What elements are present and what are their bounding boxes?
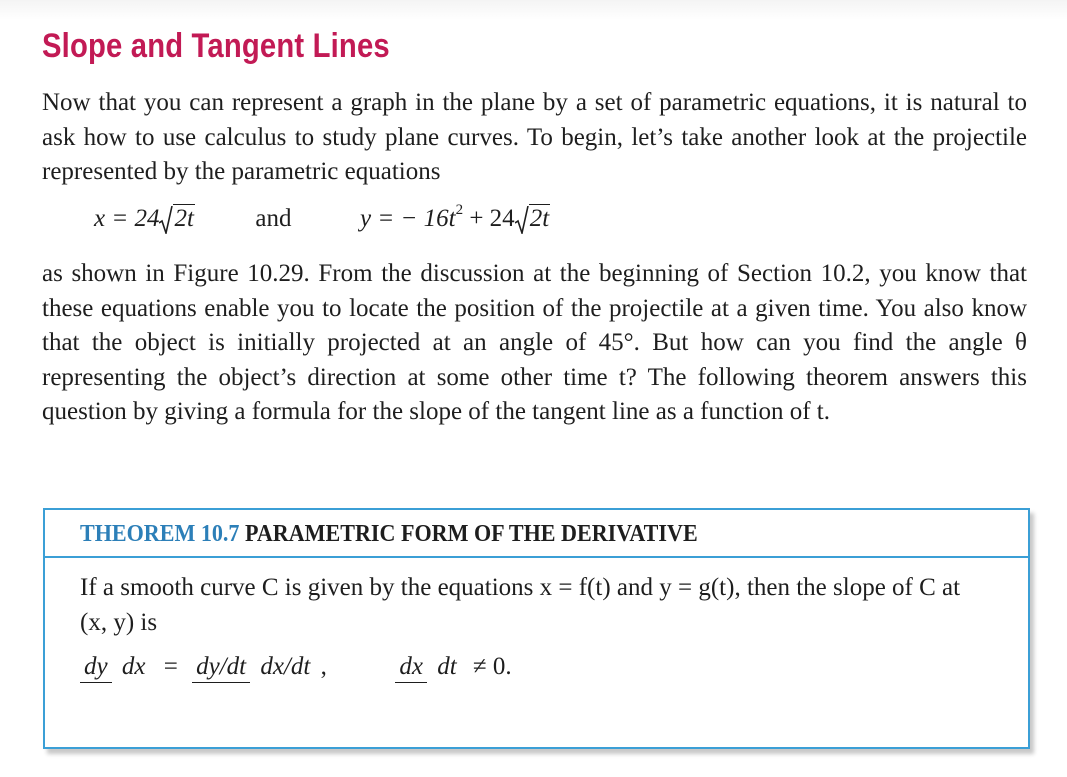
frac1-denominator: dx: [121, 653, 146, 681]
parametric-equations: [94, 202, 550, 242]
formula-equals: =: [163, 653, 178, 681]
eq-y-exponent: 2: [455, 202, 464, 218]
eq-x-sqrt: [159, 204, 194, 233]
eq-y-radicand: 2t: [529, 205, 550, 232]
frac3-numerator: dx: [395, 653, 427, 683]
eq-x-lhs: x = 24: [94, 205, 160, 232]
eq-and: and: [255, 205, 292, 232]
radical-sign-icon: [515, 206, 529, 234]
eq-x-radicand: 2t: [174, 205, 194, 232]
fraction-dy-dx: [80, 653, 149, 681]
theorem-name: PARAMETRIC FORM OF THE DERIVATIVE: [244, 521, 698, 547]
formula-nonzero-condition: ≠ 0.: [472, 653, 512, 681]
eq-y-lhs: y = − 16t: [360, 205, 456, 232]
fraction-dx-dt: [395, 653, 460, 681]
discussion-paragraph: as shown in Figure 10.29. From the discussion at the beginning of Section 10.2, you know that these equations enable you to locate the position of the projectile at a given time. You also know that the object is initially projected at an angle of 45°. But how can you find the angle θ representing the object’s direction at some other time t? The following theorem answers this question by giving a formula for the slope of the tangent line as a function of t.: [42, 260, 1027, 426]
frac3-denominator: dt: [437, 653, 457, 681]
theorem-box: [43, 508, 1030, 749]
theorem-number: THEOREM 10.7: [80, 521, 240, 547]
intro-paragraph: Now that you can represent a graph in the plane by a set of parametric equations, it is natural to ask how to use calculus to study plane curves. To begin, let’s take another look at the projectile represented by the parametric equations: [42, 89, 1027, 186]
radical-sign-icon: [159, 206, 173, 234]
theorem-title: [80, 521, 698, 548]
theorem-statement: If a smooth curve C is given by the equations x = f(t) and y = g(t), then the slope of C at (x, y) is: [80, 574, 961, 636]
theorem-header: [45, 510, 1028, 558]
fraction-dydt-dxdt: [192, 653, 314, 681]
formula-comma: ,: [320, 653, 327, 681]
frac1-numerator: dy: [80, 653, 112, 683]
eq-y-sqrt: [515, 204, 550, 233]
page-top-shade: [0, 0, 1067, 20]
eq-y-mid: + 24: [463, 205, 515, 232]
frac2-denominator: dx/dt: [260, 653, 311, 681]
section-heading: Slope and Tangent Lines: [42, 27, 390, 65]
derivative-formula: [80, 652, 512, 681]
frac2-numerator: dy/dt: [192, 653, 250, 683]
